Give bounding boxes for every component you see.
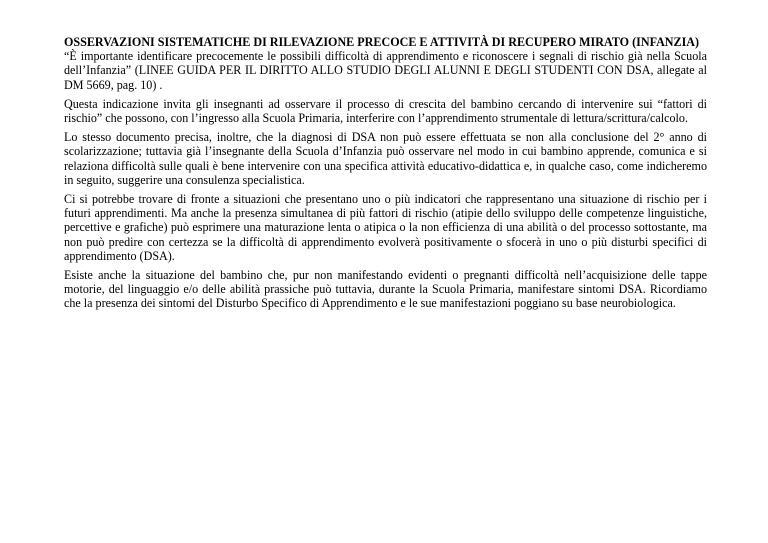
paragraph-diagnosi: Lo stesso documento precisa, inoltre, che la diagnosi di DSA non può essere effettuata se non alla conclusione del 2° anno di scolarizzazione; tuttavia già l’insegnante della Scuola d’Infanzia può osservare nel modo in cui bambino apprende, comunica e si relaziona difficoltà sulle quali è bene intervenire con una specifica attività educativo-didattica e, in qualche caso, come indicheremo in seguito, suggerire una consulenza specialistica. bbox=[64, 130, 707, 187]
document-page bbox=[64, 35, 707, 316]
paragraph-indicazione: Questa indicazione invita gli insegnanti ad osservare il processo di crescita del bambino cercando di intervenire sui “fattori di rischio” che possono, con l’ingresso alla Scuola Primaria, interferire con l’apprendimento strumentale di lettura/scrittura/calcolo. bbox=[64, 96, 707, 126]
paragraph-fattori-rischio: Ci si potrebbe trovare di fronte a situazioni che presentano uno o più indicatori che rappresentano una situazione di rischio per i futuri apprendimenti. Ma anche la presenza simultanea di più fattori di rischio (atipie dello sviluppo delle competenze linguistiche, percettive e grafiche) può esprimere una maturazione lenta o atipica o la non efficienza di una abilità o del processo sottostante, ma non può predire con certezza se la difficoltà di apprendimento evolverà positivamente o sfocerà in uno o più disturbi specifici di apprendimento (DSA). bbox=[64, 192, 707, 263]
document-title: OSSERVAZIONI SISTEMATICHE DI RILEVAZIONE PRECOCE E ATTIVITÀ DI RECUPERO MIRATO (INFANZIA) bbox=[64, 35, 700, 49]
paragraph-situazione-bambino: Esiste anche la situazione del bambino che, pur non manifestando evidenti o pregnanti difficoltà nell’acquisizione delle tappe motorie, del linguaggio e/o delle abilità prassiche può tuttavia, durante la Scuola Primaria, manifestare sintomi DSA. Ricordiamo che la presenza dei sintomi del Disturbo Specifico di Apprendimento e le sue manifestazioni poggiano su base neurobiologica. bbox=[64, 268, 707, 311]
paragraph-quote: “È importante identificare precocemente le possibili difficoltà di apprendimento e riconoscere i segnali di rischio già nella Scuola dell’Infanzia” (LINEE GUIDA PER IL DIRITTO ALLO STUDIO DEGLI ALUNNI E DEGLI STUDENTI CON DSA, allegate al DM 5669, pag. 10) . bbox=[64, 49, 707, 92]
